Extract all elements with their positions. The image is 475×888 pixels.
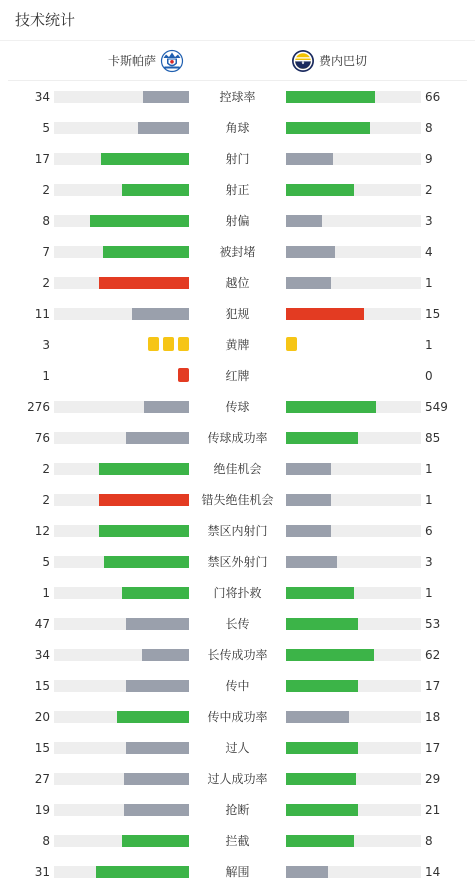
home-bar-fill [122,184,190,196]
home-bar-fill [99,463,189,475]
stat-label: 红牌 [225,369,250,383]
away-bar-track [286,680,421,692]
stat-row [0,795,475,826]
stat-row [0,578,475,609]
home-bar-track [54,401,189,413]
home-team-name: 卡斯帕萨 [107,54,156,68]
away-bar-track [286,277,421,289]
away-bar-track [286,587,421,599]
away-bar-fill [286,277,331,289]
stat-label: 传球 [225,400,250,414]
red-card-icon [178,368,189,382]
stat-row [0,82,475,113]
home-bar-track [54,773,189,785]
away-value: 3 [425,555,433,569]
away-bar-fill [286,835,354,847]
home-bar-fill [126,432,189,444]
away-bar-fill [286,525,331,537]
home-bar-track [54,153,189,165]
home-value: 34 [34,90,50,104]
page-title: 技术统计 [15,11,76,29]
home-bar-track [54,122,189,134]
home-value: 1 [42,369,50,383]
stat-label: 禁区内射门 [207,524,268,538]
home-bar-fill [132,308,189,320]
home-bar-track [54,246,189,258]
home-bar-track [54,184,189,196]
away-value: 8 [425,121,433,135]
away-value: 1 [425,338,433,352]
home-value: 31 [34,865,50,879]
home-bar-fill [138,122,189,134]
home-bar-fill [101,153,189,165]
fenerbahce-logo-icon [291,49,315,73]
away-bar-track [286,742,421,754]
away-bar-track [286,153,421,165]
home-bar-track [54,91,189,103]
home-value: 20 [34,710,50,724]
stat-row [0,175,475,206]
stat-row [0,392,475,423]
away-team-name: 费内巴切 [319,54,368,68]
away-bar-fill [286,711,349,723]
home-value: 2 [42,183,50,197]
away-value: 9 [425,152,433,166]
home-bar-track [54,463,189,475]
home-bar-track [54,432,189,444]
stat-row [0,206,475,237]
home-bar-fill [103,246,189,258]
away-value: 62 [425,648,441,662]
away-bar-track [286,401,421,413]
stat-label: 射门 [225,152,250,166]
home-value: 2 [42,493,50,507]
away-bar-track [286,711,421,723]
away-bar-fill [286,184,354,196]
stat-label: 控球率 [219,90,256,104]
home-bar-fill [124,773,189,785]
home-value: 17 [34,152,50,166]
stat-label: 传中 [225,679,250,693]
stat-row [0,454,475,485]
stat-label: 长传成功率 [207,648,268,662]
away-cards [286,337,297,351]
stat-label: 过人 [225,741,250,755]
kasimpasa-logo-icon [160,49,184,73]
stat-row [0,299,475,330]
away-value: 0 [425,369,433,383]
home-value: 15 [34,741,50,755]
stat-label: 角球 [225,121,250,135]
home-value: 7 [42,245,50,259]
away-bar-fill [286,680,358,692]
away-bar-track [286,649,421,661]
away-bar-fill [286,494,331,506]
stat-label: 过人成功率 [207,772,268,786]
away-value: 2 [425,183,433,197]
away-bar-fill [286,556,337,568]
away-value: 29 [425,772,441,786]
home-bar-track [54,277,189,289]
away-bar-track [286,215,421,227]
home-bar-track [54,618,189,630]
away-value: 1 [425,276,433,290]
away-bar-track [286,835,421,847]
yellow-card-icon [148,337,159,351]
home-bar-fill [99,525,189,537]
home-value: 47 [34,617,50,631]
away-bar-track [286,773,421,785]
home-value: 34 [34,648,50,662]
stat-row [0,857,475,888]
stat-label: 射偏 [225,214,250,228]
away-value: 4 [425,245,433,259]
stat-label: 门将扑救 [213,586,262,600]
away-bar-fill [286,401,376,413]
away-value: 17 [425,679,441,693]
away-bar-track [286,618,421,630]
away-value: 17 [425,741,441,755]
stat-label: 拦截 [225,834,250,848]
home-bar-track [54,215,189,227]
home-bar-track [54,525,189,537]
home-value: 8 [42,214,50,228]
home-value: 2 [42,276,50,290]
away-bar-fill [286,91,375,103]
away-value: 53 [425,617,441,631]
home-value: 3 [42,338,50,352]
home-value: 11 [34,307,50,321]
away-bar-fill [286,742,358,754]
yellow-card-icon [286,337,297,351]
stat-label: 错失绝佳机会 [201,493,274,507]
away-value: 1 [425,493,433,507]
away-value: 85 [425,431,441,445]
stat-label: 长传 [225,617,250,631]
away-bar-fill [286,153,333,165]
away-bar-track [286,122,421,134]
stat-label: 禁区外射门 [207,555,268,569]
stat-row [0,826,475,857]
stat-row [0,485,475,516]
stat-label: 被封堵 [219,245,256,259]
home-bar-fill [99,494,189,506]
away-bar-fill [286,215,322,227]
away-value: 3 [425,214,433,228]
away-value: 66 [425,90,441,104]
away-bar-fill [286,649,374,661]
home-bar-fill [142,649,189,661]
home-value: 1 [42,586,50,600]
away-bar-track [286,556,421,568]
stat-row [0,609,475,640]
away-value: 18 [425,710,441,724]
away-bar-fill [286,618,358,630]
home-bar-track [54,587,189,599]
home-value: 12 [34,524,50,538]
home-value: 19 [34,803,50,817]
stat-label: 越位 [225,276,250,290]
away-value: 1 [425,586,433,600]
away-bar-track [286,432,421,444]
home-bar-fill [126,618,189,630]
stat-label: 抢断 [225,803,250,817]
stat-row [0,547,475,578]
stat-label: 绝佳机会 [213,462,262,476]
home-bar-track [54,711,189,723]
away-bar-fill [286,246,335,258]
stat-row [0,733,475,764]
home-bar-track [54,494,189,506]
away-bar-track [286,804,421,816]
away-bar-fill [286,308,364,320]
home-bar-fill [90,215,189,227]
yellow-card-icon [178,337,189,351]
home-bar-track [54,556,189,568]
away-value: 549 [425,400,448,414]
yellow-card-icon [163,337,174,351]
away-bar-track [286,866,421,878]
stat-row [0,237,475,268]
home-bar-track [54,308,189,320]
home-value: 27 [34,772,50,786]
home-bar-track [54,649,189,661]
home-value: 15 [34,679,50,693]
away-bar-track [286,494,421,506]
home-bar-fill [144,401,189,413]
home-value: 5 [42,555,50,569]
stat-row [0,330,475,361]
stat-row [0,423,475,454]
stat-label: 传中成功率 [207,710,268,724]
stat-label: 射正 [225,183,250,197]
away-bar-fill [286,122,370,134]
home-value: 8 [42,834,50,848]
stat-label: 黄牌 [225,338,250,352]
home-bar-track [54,742,189,754]
home-team[interactable] [108,49,184,73]
home-cards [178,368,189,382]
away-value: 8 [425,834,433,848]
away-bar-track [286,525,421,537]
stat-label: 传球成功率 [207,431,268,445]
away-value: 14 [425,865,441,879]
stat-row [0,671,475,702]
away-bar-fill [286,587,354,599]
away-bar-fill [286,804,358,816]
stat-row [0,361,475,392]
away-bar-fill [286,432,358,444]
home-bar-track [54,835,189,847]
home-bar-track [54,680,189,692]
stat-row [0,113,475,144]
stat-row [0,144,475,175]
away-value: 6 [425,524,433,538]
home-bar-track [54,804,189,816]
stat-row [0,702,475,733]
teams-header [8,41,467,81]
away-bar-track [286,463,421,475]
stat-row [0,640,475,671]
stats-list [0,82,475,888]
home-bar-fill [124,804,189,816]
home-cards [148,337,189,351]
home-bar-fill [122,835,190,847]
home-bar-fill [126,680,189,692]
away-value: 15 [425,307,441,321]
stat-row [0,516,475,547]
away-bar-track [286,246,421,258]
away-team[interactable] [291,49,367,73]
home-bar-fill [104,556,189,568]
home-value: 2 [42,462,50,476]
away-bar-fill [286,463,331,475]
home-bar-fill [126,742,189,754]
stat-label: 犯规 [225,307,250,321]
home-bar-fill [117,711,189,723]
home-bar-fill [99,277,189,289]
home-bar-fill [122,587,190,599]
away-bar-track [286,308,421,320]
stat-row [0,764,475,795]
stat-row [0,268,475,299]
home-value: 276 [27,400,50,414]
away-bar-track [286,91,421,103]
home-value: 76 [34,431,50,445]
home-bar-fill [143,91,189,103]
stat-label: 解围 [225,865,250,879]
away-value: 21 [425,803,441,817]
home-value: 5 [42,121,50,135]
away-bar-track [286,184,421,196]
away-bar-fill [286,866,328,878]
away-bar-fill [286,773,356,785]
away-value: 1 [425,462,433,476]
home-bar-track [54,866,189,878]
home-bar-fill [96,866,189,878]
